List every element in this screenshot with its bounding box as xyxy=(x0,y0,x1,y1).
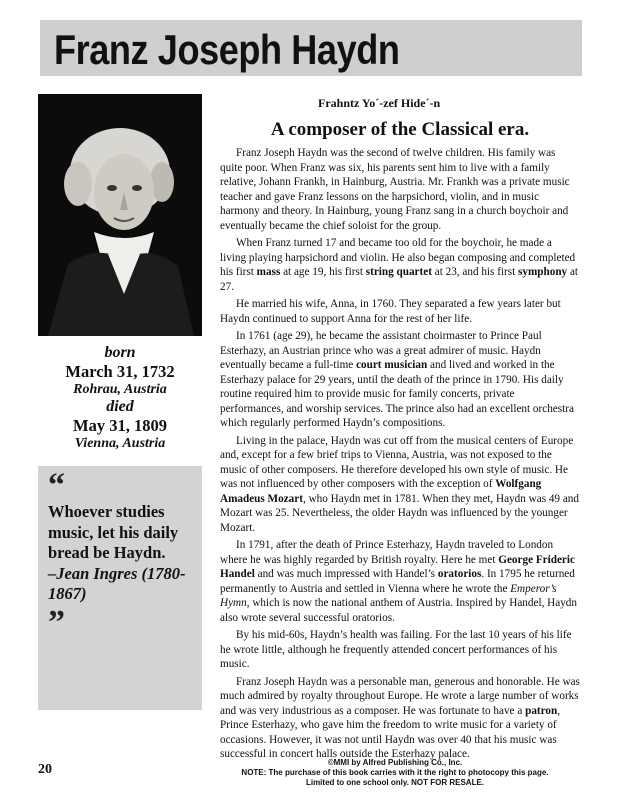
pronunciation: Frahntz Yo´-zef Hide´-n xyxy=(318,96,441,110)
born-label: born xyxy=(104,344,136,361)
paragraph-7: By his mid-60s, Haydn’s health was failing. For the last 10 years of his life he wrote little, although he frequently attended concert performances of his music. xyxy=(220,629,572,670)
died-label: died xyxy=(106,398,134,415)
paragraph-1: Franz Joseph Haydn was the second of twelve children. His family was quite poor. When Franz was six, his parents sent him to live with a family relative, Johann Frankh, in Hainburg, Austria. Mr. Frankh was a private music teacher and gave Franz lessons on the harpsichord, violin, and in music harmony and theory. In Hainburg, young Franz sang in a church boychoir and eventually became the chief soloist for the group. xyxy=(220,147,570,232)
term-mozart: Wolfgang Amadeus Mozart xyxy=(220,478,542,505)
term-mass: mass xyxy=(256,266,281,278)
death-place: Vienna, Austria xyxy=(74,436,166,451)
paragraph-4: In 1761 (age 29), he became the assistant choirmaster to Prince Paul Esterhazy, an Austrian prince who was a great admirer of music. Haydn eventually became a full-time court musician and lived and worked in the Esterhazy palace for 29 years, until the death of the prince in 1790. His daily routine required him to provide music for family concerts, private performances, and worship services. The prince also had an excellent orchestra which regularly performed Haydn’s compositions. xyxy=(220,330,574,429)
term-string-quartet: string quartet xyxy=(365,266,432,278)
death-date: May 31, 1809 xyxy=(73,416,167,435)
term-emperors-hymn: Emperor’s Hymn xyxy=(220,582,557,609)
paragraph-5: Living in the palace, Haydn was cut off from the musical centers of Europe and, except for a few brief trips to Vienna, Austria, was not exposed to the music of other composers. He therefore developed his own style of music. He was not influenced by other composers with the exception of Wolfgang Amadeus Mozart, who Haydn met in 1781. When they met, Haydn was 49 and Mozart was 25. Nevertheless, the older Haydn was influenced by the younger Mozart. xyxy=(220,434,579,534)
term-oratorios: oratorios xyxy=(437,568,482,580)
composer-portrait xyxy=(38,94,202,336)
copyright-notice: ©MMI by Alfred Publishing Co., Inc. NOTE: The purchase of this book carries with it the right to photocopy this page. Limited to one school only. NOT FOR RESALE. xyxy=(241,758,549,787)
page-number: 20 xyxy=(38,762,52,777)
subtitle: A composer of the Classical era. xyxy=(270,119,530,140)
birth-date: March 31, 1732 xyxy=(65,362,175,381)
birth-place: Rohrau, Austria xyxy=(73,382,167,397)
term-handel: George Frideric Handel xyxy=(220,553,575,580)
term-court-musician: court musician xyxy=(356,359,428,371)
term-patron: patron xyxy=(525,704,558,717)
quote-box xyxy=(38,466,202,710)
birth-info xyxy=(38,344,202,398)
quote-attribution: –Jean Ingres (1780-1867) xyxy=(48,563,186,603)
paragraph-3: He married his wife, Anna, in 1760. They separated a few years later but Haydn continued to support Anna for the rest of her life. xyxy=(220,298,561,325)
page-title: Franz Joseph Haydn xyxy=(54,26,400,73)
biography-text xyxy=(220,146,580,765)
death-info xyxy=(38,398,202,452)
open-quote-mark: “ xyxy=(48,467,65,504)
paragraph-8: Franz Joseph Haydn was a personable man, generous and honorable. He was much admired by royalty throughout Europe. He wrote a large number of works and was very industrious as a composer. He was fortunate to have a patron, Prince Esterhazy, who gave him the freedom to write music for a variety of occasions. However, it was not until Haydn was over 40 that his music was successful in concert halls outside the Esterhazy palace. xyxy=(220,675,580,760)
close-quote-mark: ” xyxy=(48,603,65,641)
quote-text: Whoever studies music, let his daily bread be Haydn. xyxy=(48,502,179,562)
paragraph-2: When Franz turned 17 and became too old for the boychoir, he made a living playing harpsichord and violin. He also began composing and completed his first mass at age 19, his first string quartet at 23, and his first symphony at 27. xyxy=(220,237,579,293)
term-symphony: symphony xyxy=(518,266,568,278)
paragraph-6: In 1791, after the death of Prince Esterhazy, Haydn traveled to London where he was highly regarded by British royalty. Here he met George Frideric Handel and was much impressed with Handel’s oratorios. In 1795 he returned permanently to Austria and settled in Vienna where he wrote the Emperor’s Hymn, which is now the national anthem of Austria. Inspired by Handel, Haydn also wrote several successful oratorios. xyxy=(220,539,577,624)
